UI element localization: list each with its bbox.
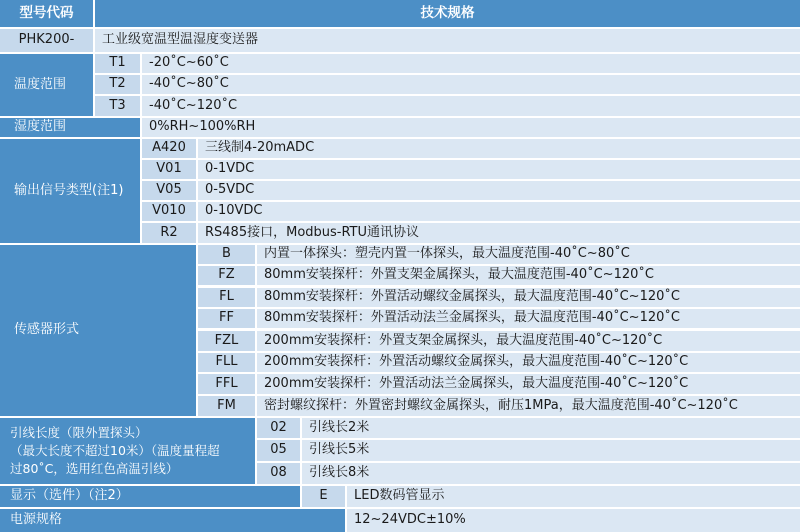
- sensor-desc-fzl: 200mm安装探杆：外置支架金属探头，最大温度范围-40˚C~120˚C: [257, 331, 800, 351]
- output-desc-v05: 0-5VDC: [198, 181, 800, 200]
- cable-label-line-2: （最大长度不超过10米）（温度量程超: [10, 442, 220, 458]
- sensor-code-fz: FZ: [198, 266, 255, 285]
- sensor-code-fm: FM: [198, 396, 255, 416]
- output-code-v05: V05: [142, 181, 196, 200]
- temperature-code-t1: T1: [95, 54, 140, 73]
- display-desc: LED数码管显示: [347, 486, 800, 507]
- output-desc-v010: 0-10VDC: [198, 202, 800, 221]
- temperature-code-t2: T2: [95, 75, 140, 94]
- cable-code-02: 02: [257, 418, 300, 438]
- cable-label-line-3: 过80˚C，选用红色高温引线）: [10, 461, 179, 477]
- output-desc-r2: RS485接口，Modbus-RTU通讯协议: [198, 223, 800, 243]
- output-code-v010: V010: [142, 202, 196, 221]
- output-code-r2: R2: [142, 223, 196, 243]
- cable-label-line-1: 引线长度（限外置探头）: [10, 424, 148, 440]
- humidity-desc: 0%RH~100%RH: [142, 118, 800, 137]
- display-label: 显示（选件）（注2）: [0, 486, 300, 507]
- sensor-code-fl: FL: [198, 288, 255, 307]
- cable-desc-02: 引线长2米: [302, 418, 800, 438]
- sensor-desc-fl: 80mm安装探杆：外置活动螺纹金属探头，最大温度范围-40˚C~120˚C: [257, 288, 800, 307]
- output-code-v01: V01: [142, 160, 196, 179]
- sensor-desc-fll: 200mm安装探杆：外置活动螺纹金属探头，最大温度范围-40˚C~120˚C: [257, 353, 800, 372]
- sensor-desc-fm: 密封螺纹探杆：外置密封螺纹金属探头，耐压1MPa，最大温度范围-40˚C~120˚C: [257, 396, 800, 416]
- base-desc: 工业级宽温型温湿度变送器: [95, 29, 800, 52]
- humidity-label: 湿度范围: [0, 118, 140, 137]
- output-code-a420: A420: [142, 139, 196, 158]
- temperature-desc-t2: -40˚C~80˚C: [142, 75, 800, 94]
- temperature-desc-t1: -20˚C~60˚C: [142, 54, 800, 73]
- sensor-code-fzl: FZL: [198, 331, 255, 351]
- sensor-label: 传感器形式: [0, 245, 196, 416]
- sensor-code-ffl: FFL: [198, 374, 255, 394]
- cable-desc-05: 引线长5米: [302, 440, 800, 461]
- base-code: PHK200-: [0, 29, 93, 52]
- power-label: 电源规格: [0, 509, 345, 532]
- output-label: 输出信号类型(注1): [0, 139, 140, 243]
- temperature-label: 温度范围: [0, 54, 93, 116]
- cable-desc-08: 引线长8米: [302, 463, 800, 484]
- sensor-desc-fz: 80mm安装探杆：外置支架金属探头，最大温度范围-40˚C~120˚C: [257, 266, 800, 285]
- temperature-code-t3: T3: [95, 96, 140, 116]
- sensor-code-ff: FF: [198, 309, 255, 328]
- header-specs: 技术规格: [95, 0, 800, 27]
- cable-label: [0, 418, 255, 484]
- power-desc: 12~24VDC±10%: [347, 509, 800, 532]
- cable-code-08: 08: [257, 463, 300, 484]
- cable-code-05: 05: [257, 440, 300, 461]
- display-code-e: E: [302, 486, 345, 507]
- sensor-desc-ff: 80mm安装探杆：外置活动法兰金属探头，最大温度范围-40˚C~120˚C: [257, 309, 800, 328]
- output-desc-a420: 三线制4-20mADC: [198, 139, 800, 158]
- sensor-desc-b: 内置一体探头：塑壳内置一体探头，最大温度范围-40˚C~80˚C: [257, 245, 800, 264]
- sensor-desc-ffl: 200mm安装探杆：外置活动法兰金属探头，最大温度范围-40˚C~120˚C: [257, 374, 800, 394]
- output-desc-v01: 0-1VDC: [198, 160, 800, 179]
- header-model-code: 型号代码: [0, 0, 93, 27]
- temperature-desc-t3: -40˚C~120˚C: [142, 96, 800, 116]
- sensor-code-b: B: [198, 245, 255, 264]
- sensor-code-fll: FLL: [198, 353, 255, 372]
